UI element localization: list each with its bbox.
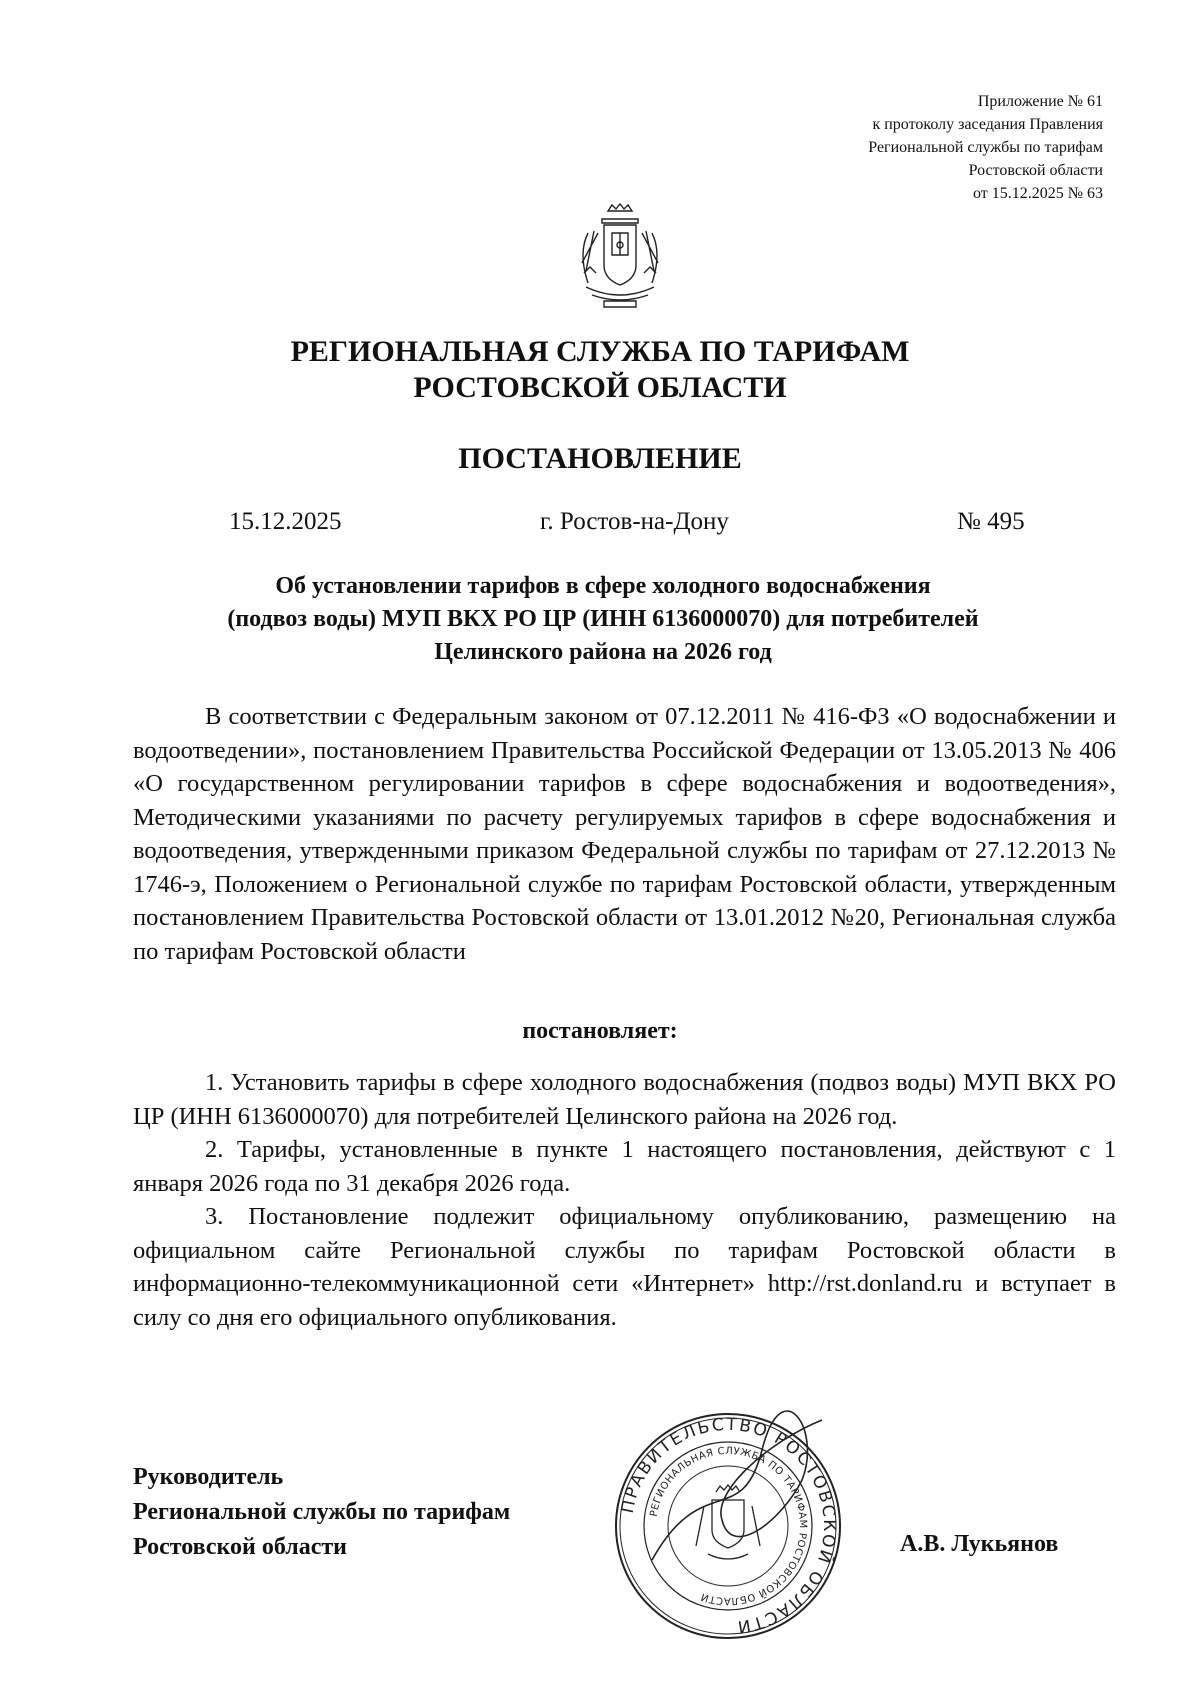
svg-text:РЕГИОНАЛЬНАЯ СЛУЖБА ПО ТАРИФАМ (649, 1446, 808, 1606)
signatory-name: А.В. Лукьянов (900, 1531, 1059, 1557)
organization-title-line: РОСТОВСКОЙ ОБЛАСТИ (413, 371, 787, 404)
preamble-paragraph: В соответствии с Федеральным законом от 07.12.2011 № 416-ФЗ «О водоснабжении и водоотведении», постановлением Правительства Российской Федерации от 13.05.2013 № 406 «О государственном регулировании тарифов в сфере водоснабжения и водоотведения», Методическими указаниями по расчету регулируемых тарифов в сфере водоснабжения и водоотведения, утвержденными приказом Федеральной службы по тарифам от 27.12.2013 № 1746-э, Положением о Региональной службе по тарифам Ростовской области, утвержденным постановлением Правительства Ростовской области от 13.01.2012 №20, Региональная служба по тарифам Ростовской области (133, 703, 1116, 965)
decree-items (133, 1066, 1116, 1334)
document-subject (120, 570, 1086, 669)
coat-of-arms-icon (568, 203, 672, 315)
decree-item: 3. Постановление подлежит официальному опубликованию, размещению на официальном сайте Региональной службы по тарифам Ростовской области в информационно-телекоммуникационной сети «Интернет» http://rst.donland.ru и вступает в силу со дня его официального опубликования. (133, 1203, 1116, 1331)
document-number: № 495 (957, 508, 1025, 535)
decree-item: 1. Установить тарифы в сфере холодного водоснабжения (подвоз воды) МУП ВКХ РО ЦР (ИНН 6136000070) для потребителей Целинского района на 2026 год. (133, 1069, 1116, 1130)
appendix-line: к протоколу заседания Правления (872, 116, 1103, 133)
signatory-position (133, 1460, 510, 1565)
seal-inner-text: РЕГИОНАЛЬНАЯ СЛУЖБА ПО ТАРИФАМ РОСТОВСКОЙ ОБЛАСТИ (648, 1445, 809, 1607)
subject-line: Целинского района на 2026 год (434, 639, 772, 665)
subject-line: Об установлении тарифов в сфере холодного водоснабжения (275, 573, 931, 599)
decree-word: постановляет: (522, 1018, 678, 1044)
appendix-reference (868, 90, 1103, 205)
official-seal-icon (612, 1410, 844, 1642)
appendix-line: Ростовской области (968, 162, 1103, 179)
subject-line: (подвоз воды) МУП ВКХ РО ЦР (ИНН 6136000070) для потребителей (227, 606, 979, 632)
decree-item: 2. Тарифы, установленные в пункте 1 настоящего постановления, действуют с 1 января 2026 года по 31 декабря 2026 года. (133, 1136, 1116, 1197)
appendix-line: от 15.12.2025 № 63 (972, 185, 1103, 202)
signatory-position-line: Руководитель (133, 1464, 284, 1490)
appendix-line: Приложение № 61 (977, 93, 1103, 110)
document-date: 15.12.2025 (229, 508, 342, 535)
organization-title-line: РЕГИОНАЛЬНАЯ СЛУЖБА ПО ТАРИФАМ (290, 335, 910, 368)
document-city: г. Ростов-на-Дону (540, 508, 729, 535)
appendix-line: Региональной службы по тарифам (868, 139, 1103, 156)
seal-outer-text: ПРАВИТЕЛЬСТВО РОСТОВСКОЙ ОБЛАСТИ (617, 1414, 840, 1637)
document-type: ПОСТАНОВЛЕНИЕ (458, 442, 742, 475)
signatory-position-line: Региональной службы по тарифам (133, 1499, 511, 1525)
organization-title (0, 334, 1200, 406)
signatory-position-line: Ростовской области (133, 1534, 347, 1560)
